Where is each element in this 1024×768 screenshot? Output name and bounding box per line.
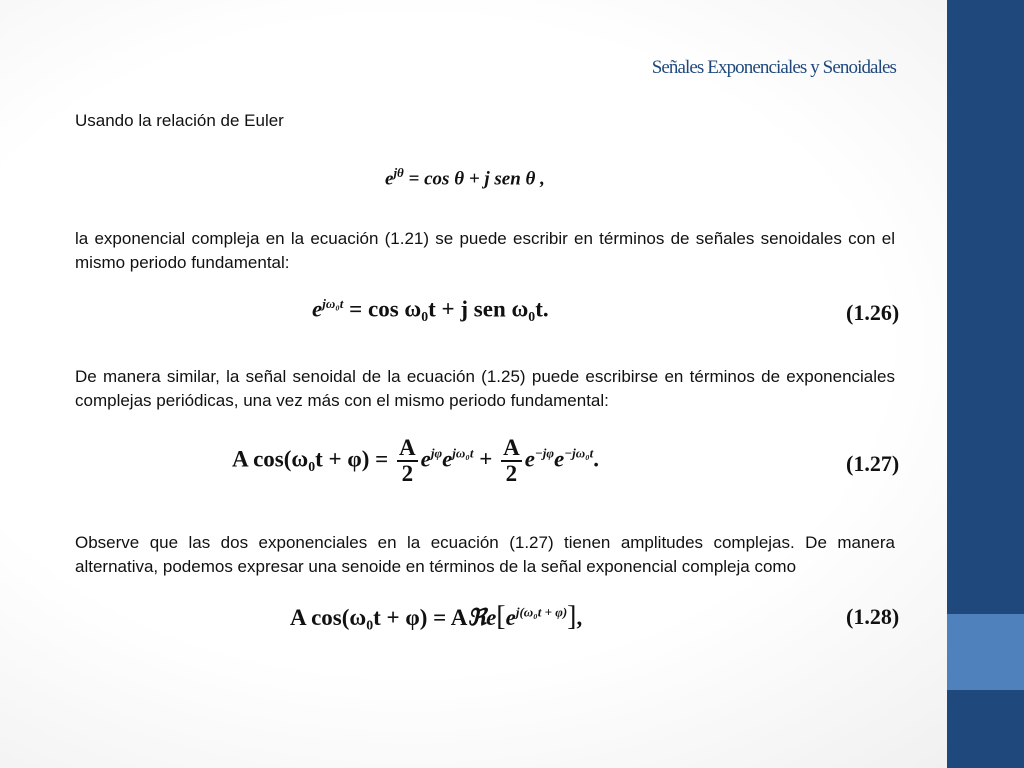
eq126-rhs: = cos ω₀t + j sen ω₀t. bbox=[343, 296, 549, 322]
equation-1-27 bbox=[232, 436, 599, 486]
eq127-plus: + bbox=[479, 446, 493, 472]
equation-1-26 bbox=[312, 296, 549, 323]
eq126-base: e bbox=[312, 296, 323, 322]
intro-text: Usando la relación de Euler bbox=[75, 111, 284, 130]
eq127-t2b-exp: −jω₀t bbox=[564, 445, 594, 461]
eq127-frac1-num: A bbox=[399, 435, 416, 460]
eq128-end: , bbox=[576, 605, 583, 630]
eq126-exponent: jω₀t bbox=[322, 296, 344, 311]
euler-lhs-base: e bbox=[385, 168, 394, 190]
euler-equation bbox=[385, 165, 545, 190]
slide-title: Señales Exponenciales y Senoidales bbox=[651, 57, 896, 78]
eq127-lhs: A cos(ω₀t + φ) = bbox=[232, 446, 389, 472]
eq127-t2b: e bbox=[554, 446, 565, 472]
paragraph-1: la exponencial compleja en la ecuación (1.21) se puede escribir en términos de señales senoidales con el mismo periodo fundamental: bbox=[75, 229, 895, 272]
eq128-lhs: A cos(ω₀t + φ) = A bbox=[290, 605, 468, 630]
paragraph-3: Observe que las dos exponenciales en la ecuación (1.27) tienen amplitudes complejas. De manera alternativa, podemos expresar una senoide en términos de la señal exponencial compleja como bbox=[75, 533, 895, 576]
eq128-inner-base: e bbox=[505, 605, 516, 630]
equation-number-1-27: (1.27) bbox=[846, 451, 900, 476]
paragraph-2: De manera similar, la señal senoidal de la ecuación (1.25) puede escribirse en términos de exponenciales complejas periódicas, una vez más con el mismo periodo fundamental: bbox=[75, 367, 895, 410]
eq127-end: . bbox=[593, 446, 600, 472]
eq127-frac2-num: A bbox=[503, 435, 520, 460]
eq127-t1a-exp: jφ bbox=[430, 445, 443, 461]
eq127-t1b: e bbox=[442, 446, 453, 472]
eq128-re: ℜe bbox=[467, 605, 497, 630]
eq127-t2a: e bbox=[524, 446, 535, 472]
eq127-t1b-exp: jω₀t bbox=[452, 445, 474, 461]
eq127-fraction-2 bbox=[501, 436, 522, 486]
eq127-fraction-1 bbox=[397, 436, 418, 486]
euler-lhs-exponent: jθ bbox=[393, 165, 404, 180]
equation-number-1-26: (1.26) bbox=[846, 300, 900, 325]
sidebar-accent-block bbox=[947, 614, 1024, 690]
eq127-frac2-den: 2 bbox=[505, 461, 518, 486]
equation-1-28: A $\cos(\omega_0t + \varphi) = Aℜe[e^{j(\omega_0t + \varphi)}]$, bbox=[290, 601, 583, 632]
eq127-t1a: e bbox=[420, 446, 431, 472]
eq128-inner-exp: j(ω₀t + φ) bbox=[515, 604, 568, 620]
eq127-frac1-den: 2 bbox=[401, 461, 414, 486]
euler-rhs: = cos θ + j sen θ , bbox=[408, 168, 545, 190]
eq127-t2a-exp: −jφ bbox=[534, 445, 554, 461]
equation-number-1-28: (1.28) bbox=[846, 604, 900, 629]
